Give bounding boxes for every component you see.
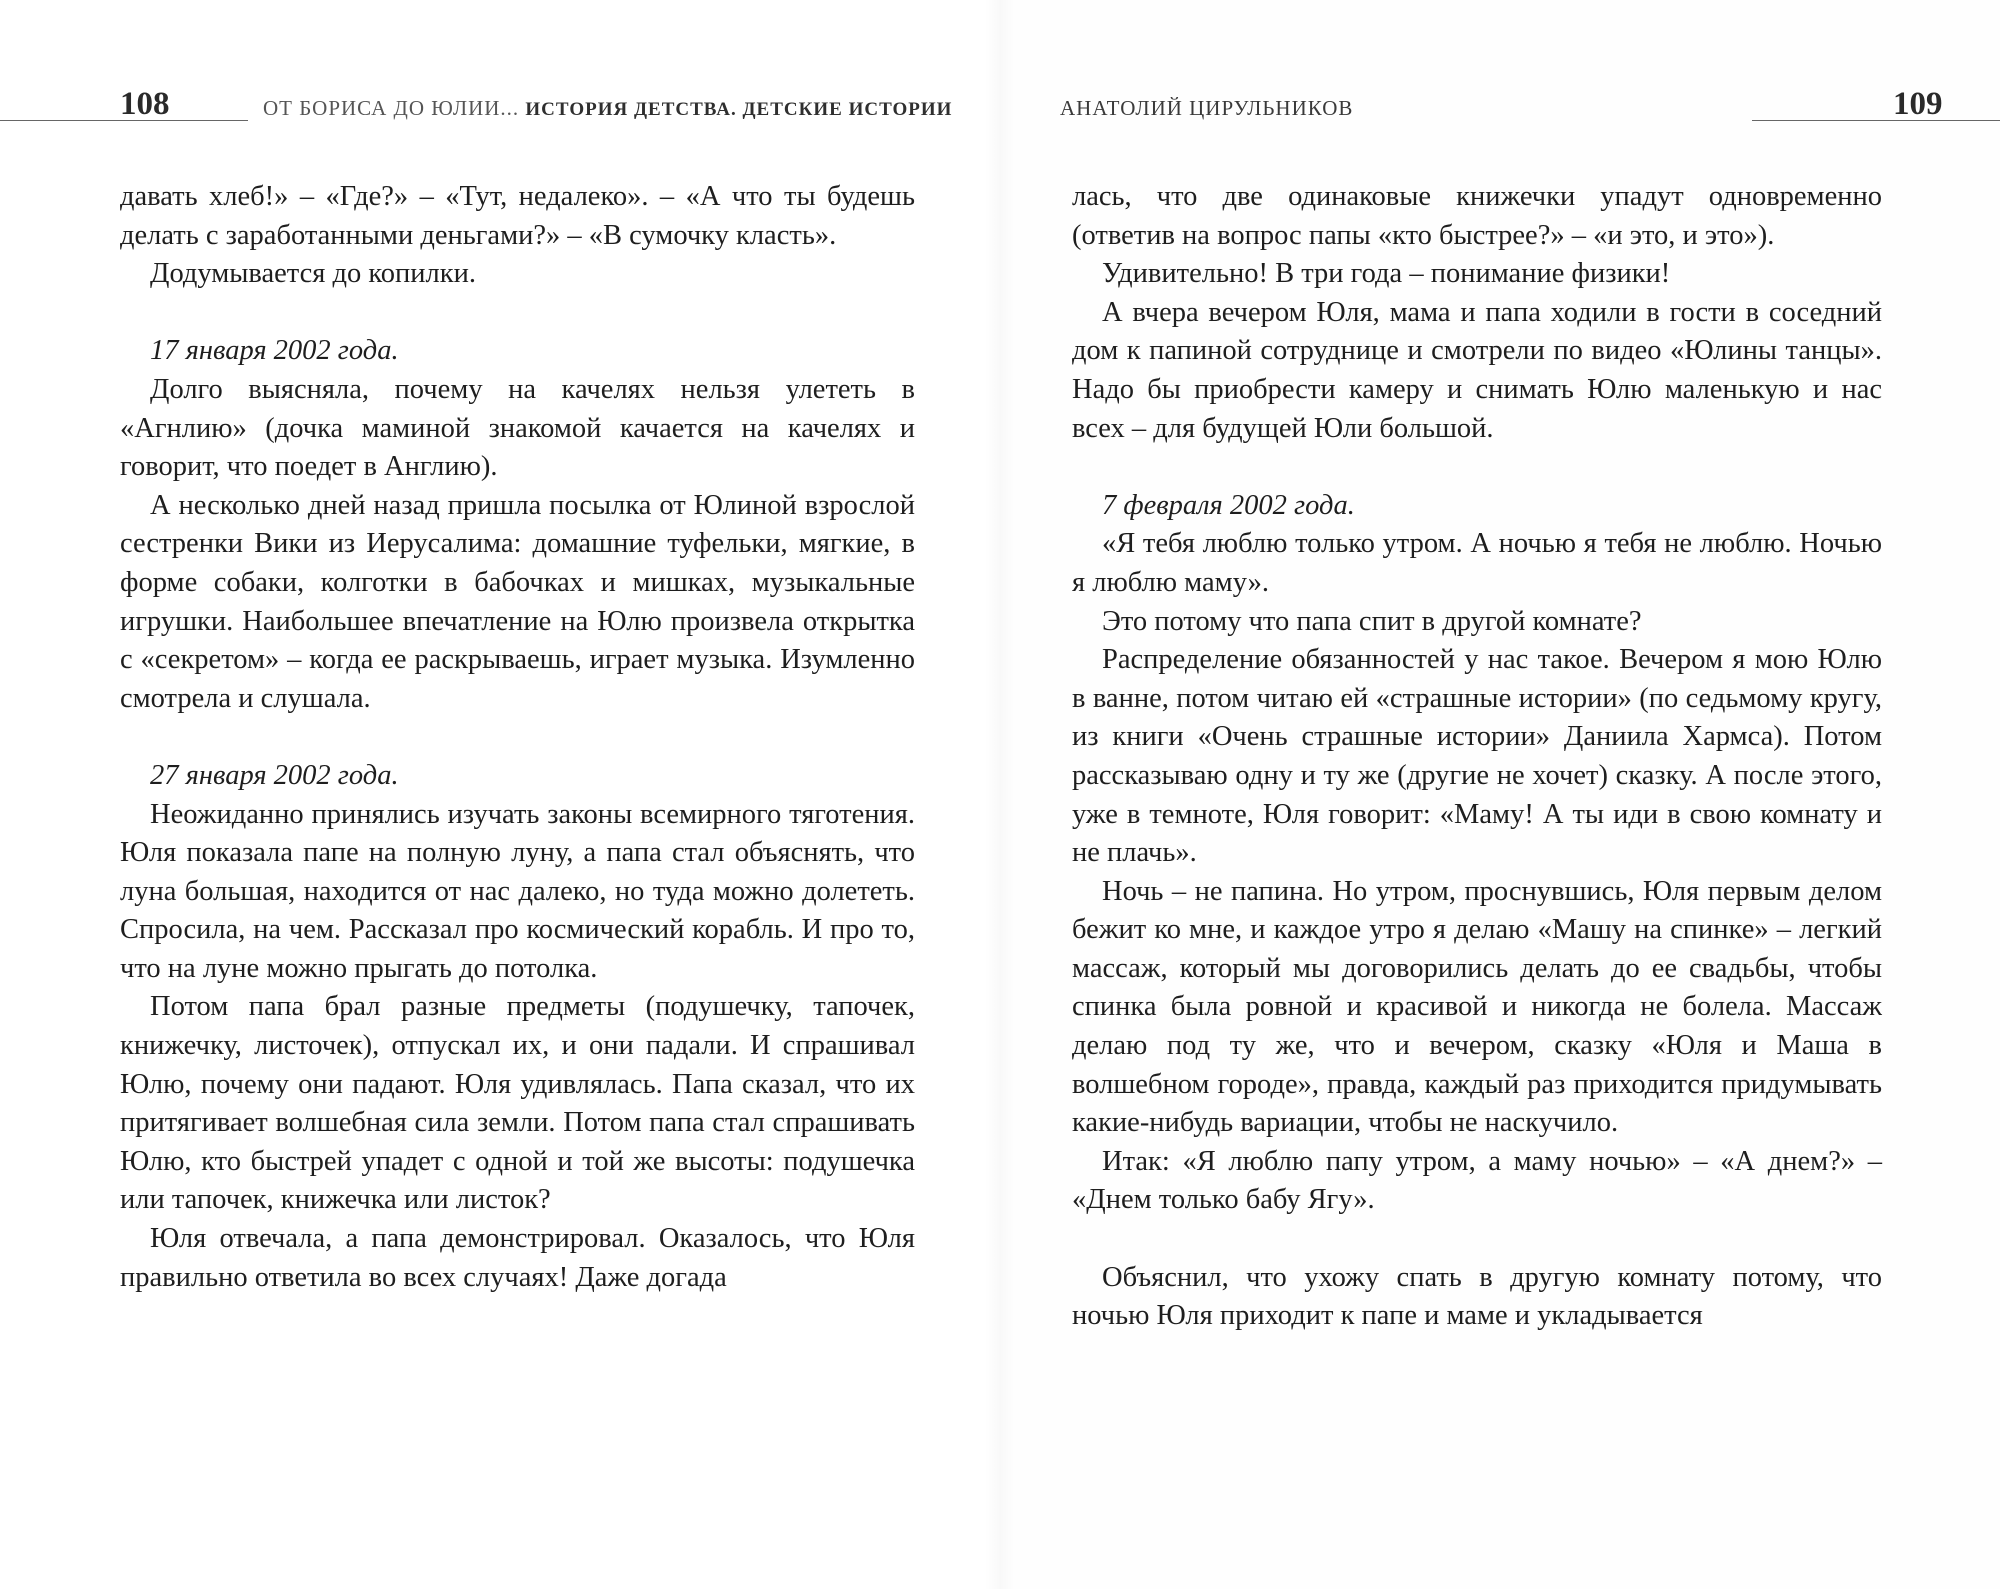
paragraph: давать хлеб!» – «Где?» – «Тут, недалеко». – «А что ты будешь делать с заработанными деньгами?» – «В сумочку класть». [120, 181, 915, 251]
paragraph: Объяснил, что ухожу спать в другую комнату потому, что ночью Юля приходит к папе и маме и укладывается [1072, 1261, 1882, 1332]
left-body-text [120, 178, 915, 1297]
paragraph: А несколько дней назад пришла посылка от Юлиной взрослой сестренки Вики из Иерусалима: домашние туфельки, мягкие, в форме собаки, колготки в бабочках и мишках, музыкальные игрушки. Наибольшее впечатление на Юлю произвела открытка с «секретом» – когда ее раскрываешь, играет музыка. Изумленно смотрела и слушала. [120, 489, 915, 714]
paragraph: «Я тебя люблю только утром. А ночью я тебя не люблю. Ночью я люблю маму». [1072, 528, 1882, 598]
right-page [1000, 0, 2000, 1589]
paragraph: Ночь – не папина. Но утром, проснувшись, Юля первым делом бежит ко мне, и каждое утро я делаю «Машу на спинке» – легкий массаж, который мы договорились делать до ее свадьбы, чтобы спинка была ровной и красивой и никогда не болела. Массаж делаю под ту же, что и вечером, сказку «Юля и Маша в волшебном городе», правда, каждый раз приходится придумывать какие-нибудь вариации, чтобы не наскучило. [1072, 875, 1882, 1139]
left-page-number: 108 [120, 86, 170, 122]
left-running-head [0, 80, 953, 130]
paragraph: Долго выясняла, почему на качелях нельзя улететь в «Агнлию» (дочка маминой знакомой качается на качелях и говорит, что поедет в Англию). [120, 373, 915, 483]
left-running-title-author-part: ОТ БОРИСА ДО ЮЛИИ... [263, 96, 520, 120]
paragraph: Это потому что папа спит в другой комнате? [1102, 605, 1642, 637]
right-body-text [1072, 178, 1882, 1336]
date-heading: 27 января 2002 года. [150, 759, 399, 791]
book-gutter [985, 0, 1015, 1589]
paragraph: лась, что две одинаковые книжечки упадут одновременно (ответив на вопрос папы «кто быстрее?» – «и это, и это»). [1072, 181, 1882, 251]
paragraph: А вчера вечером Юля, мама и папа ходили в гости в соседний дом к папиной сотруднице и смотрели по видео «Юлины танцы». Надо бы приобрести камеру и снимать Юлю маленькую и нас всех – для будущей Юли большой. [1072, 296, 1882, 444]
left-running-title [263, 96, 952, 121]
right-header-rule [1752, 120, 2000, 121]
paragraph: Додумывается до копилки. [150, 258, 476, 290]
date-heading: 17 января 2002 года. [150, 335, 399, 367]
right-page-number: 109 [1893, 86, 1943, 122]
left-header-rule [0, 120, 248, 121]
paragraph: Потом папа брал разные предметы (подушечку, тапочек, книжечку, листочек), отпускал их, и они падали. И спрашивал Юлю, почему они падают. Юля удивлялась. Папа сказал, что их притягивает волшебная сила земли. Потом папа стал спрашивать Юлю, кто быстрей упадет с одной и той же высоты: подушечка или тапочек, книжечка или листок? [120, 991, 915, 1216]
paragraph: Удивительно! В три года – понимание физики! [1102, 258, 1671, 290]
paragraph: Юля отвечала, а папа демонстрировал. Оказалось, что Юля правильно ответила во всех случаях! Даже догада [120, 1223, 915, 1293]
date-heading: 7 февраля 2002 года. [1102, 489, 1355, 521]
left-running-title-subtitle: ИСТОРИЯ ДЕТСТВА. ДЕТСКИЕ ИСТОРИИ [525, 99, 953, 120]
right-running-head [1060, 80, 2000, 130]
right-running-title: АНАТОЛИЙ ЦИРУЛЬНИКОВ [1060, 96, 1354, 120]
paragraph: Неожиданно принялись изучать законы всемирного тяготения. Юля показала папе на полную луну, а папа стал объяснять, что луна большая, находится от нас далеко, но туда можно долететь. Спросила, на чем. Рассказал про космический корабль. И про то, что на луне можно прыгать до потолка. [120, 798, 915, 984]
paragraph: Распределение обязанностей у нас такое. Вечером я мою Юлю в ванне, потом читаю ей «страшные истории» (по седьмому кругу, из книги «Очень страшные истории» Даниила Хармса). Потом рассказываю одну и ту же (другие не хочет) сказку. А после этого, уже в темноте, Юля говорит: «Маму! А ты иди в свою комнату и не плачь». [1072, 644, 1882, 869]
paragraph: Итак: «Я люблю папу утром, а маму ночью» – «А днем?» – «Днем только бабу Ягу». [1072, 1145, 1882, 1216]
